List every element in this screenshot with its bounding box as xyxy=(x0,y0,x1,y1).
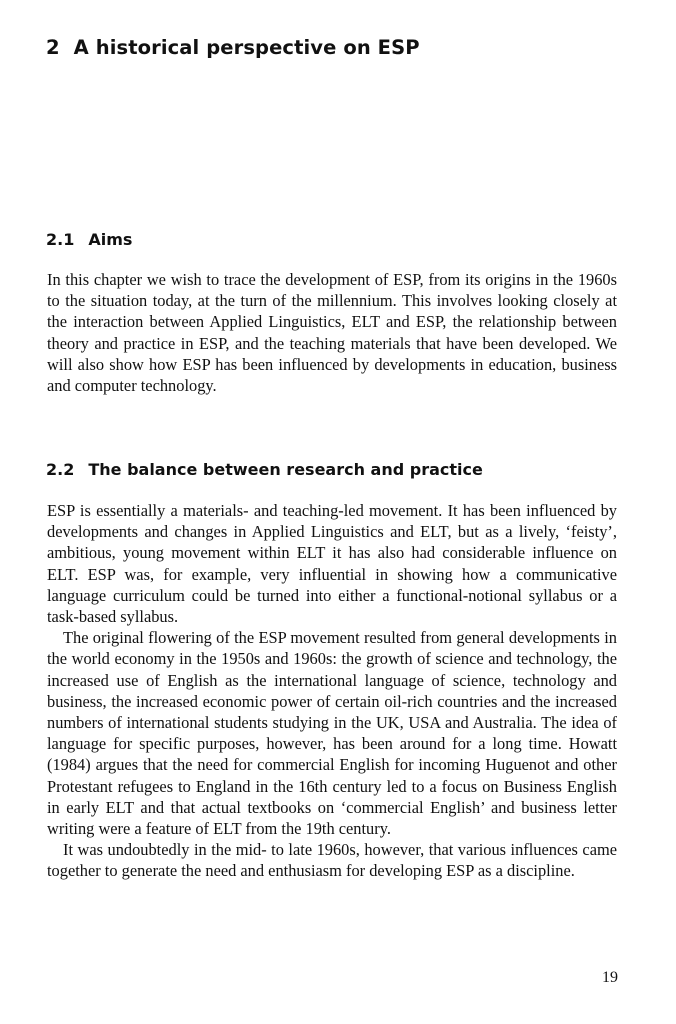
paragraph: ESP is essentially a materials- and teaching-led movement. It has been influenced by developments and changes in Applied Linguistics and ELT, but as a lively, ‘feisty’, ambitious, young movement within ELT it has also had considerable influence on ELT. ESP was, for example, very influential in showing how a communicative language curriculum could be turned into either a functional-notional syllabus or a task-based syllabus. xyxy=(47,501,617,627)
chapter-number: 2 xyxy=(46,36,60,59)
section-body-aims xyxy=(47,269,617,396)
section-title: Aims xyxy=(88,230,133,249)
chapter-title-text: A historical perspective on ESP xyxy=(73,36,420,59)
section-heading-aims xyxy=(46,230,132,249)
section-number: 2.2 xyxy=(46,460,75,479)
paragraph: It was undoubtedly in the mid- to late 1960s, however, that various influences came together to generate the need and enthusiasm for developing ESP as a discipline. xyxy=(47,840,617,881)
section-heading-research-practice xyxy=(46,460,483,479)
chapter-title xyxy=(46,36,420,59)
section-title: The balance between research and practice xyxy=(88,460,483,479)
paragraph: In this chapter we wish to trace the development of ESP, from its origins in the 1960s to the situation today, at the turn of the millennium. This involves looking closely at the interaction between Applied Linguistics, ELT and ESP, the relationship between theory and practice in ESP, and the teaching materials that have been developed. We will also show how ESP has been influenced by developments in education, business and computer technology. xyxy=(47,270,617,396)
paragraph: The original flowering of the ESP movement resulted from general developments in the world economy in the 1950s and 1960s: the growth of science and technology, the increased use of English as the international language of science, technology and business, the increased economic power of certain oil-rich countries and the increased numbers of international students studying in the UK, USA and Australia. The idea of language for specific purposes, however, has been around for a long time. Howatt (1984) argues that the need for commercial English for incoming Huguenot and other Protestant refugees to England in the 16th century led to a focus on Business English in early ELT and that actual textbooks on ‘commercial English’ and business letter writing were a feature of ELT from the 19th century. xyxy=(47,628,617,839)
section-number: 2.1 xyxy=(46,230,75,249)
section-body-research-practice xyxy=(47,500,617,882)
page-number: 19 xyxy=(602,969,618,986)
